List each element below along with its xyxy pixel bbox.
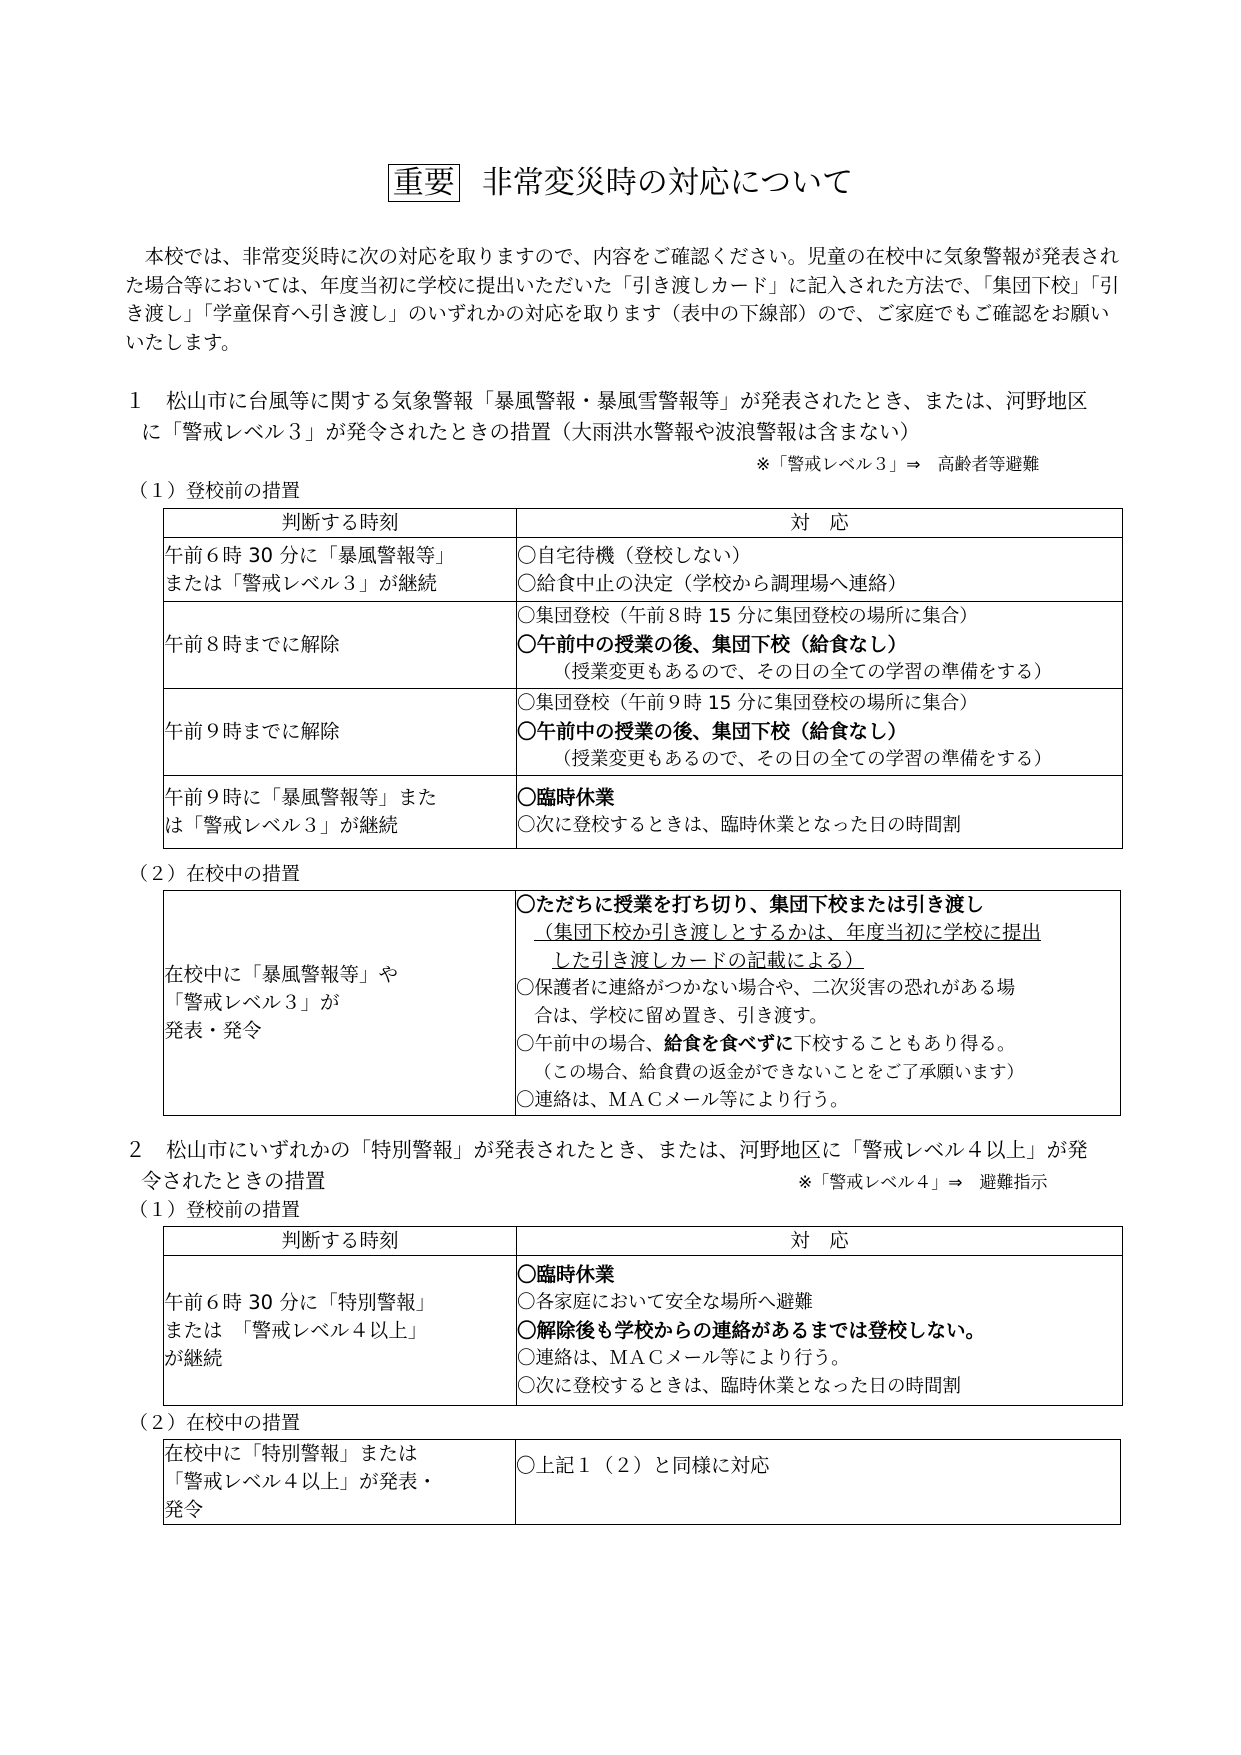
response-cell	[517, 689, 1123, 776]
response-line: 〇保護者に連絡がつかない場合や、二次災害の恐れがある場	[516, 978, 1016, 999]
time-cell	[164, 689, 517, 776]
header-response: 対 応	[517, 1227, 1123, 1256]
time-cell	[164, 891, 516, 1116]
section2-heading-line2: 令されたときの措置	[141, 1169, 326, 1193]
section2-sub2: （２）在校中の措置	[129, 1412, 301, 1434]
time-line: 午前９時までに解除	[164, 720, 340, 743]
header-response: 対 応	[517, 509, 1123, 538]
section2-sub1: （１）登校前の措置	[129, 1199, 301, 1221]
table-row	[164, 776, 1123, 849]
table-row	[164, 538, 1123, 602]
intro-text: 本校では、非常変災時に次の対応を取りますので、内容をご確認ください。児童の在校中に気象警報が発表された場合等においては、年度当初に学校に提出いただいた「引き渡しカード」に記入された方法で、「集団下校」「引き渡し」「学童保育へ引き渡し」のいずれかの対応を取ります（表中の下線部）ので、ご家庭でもご確認をお願いいたします。	[125, 245, 1120, 354]
time-line: 発令	[164, 1498, 204, 1521]
section1-table-before-school	[163, 508, 1123, 849]
section2-table-before-school	[163, 1226, 1123, 1406]
response-line: 〇集団登校（午前９時 15 分に集団登校の場所に集合）	[517, 693, 978, 714]
response-line: 〇午前中の授業の後、集団下校（給食なし）	[517, 720, 908, 743]
response-cell	[517, 538, 1123, 602]
response-cell	[516, 891, 1121, 1116]
response-line: 〇集団登校（午前８時 15 分に集団登校の場所に集合）	[517, 606, 978, 627]
title-text: 非常変災時の対応について	[481, 165, 854, 201]
time-line: 午前６時 30 分に「特別警報」	[164, 1290, 436, 1314]
response-line: 〇連絡は、ＭＡＣメール等により行う。	[517, 1347, 850, 1369]
response-line: 〇上記１（２）と同様に対応	[516, 1454, 770, 1477]
section2-table-at-school	[163, 1439, 1121, 1525]
response-line: 〇各家庭において安全な場所へ避難	[517, 1291, 814, 1313]
table-row	[164, 602, 1123, 689]
section1-table-at-school	[163, 890, 1121, 1116]
intro-paragraph	[125, 243, 1125, 357]
response-line	[516, 1031, 1120, 1059]
time-line: は「警戒レベル３」が継続	[164, 814, 399, 837]
time-line: 在校中に「特別警報」または	[164, 1442, 418, 1465]
response-fragment: することもあり得る。	[830, 1034, 1016, 1055]
response-line: （集団下校か引き渡しとするかは、年度当初に学校に提出	[534, 921, 1042, 944]
response-fragment-bold: 給食を食べずに	[664, 1034, 794, 1055]
response-line: （授業変更もあるので、その日の全ての学習の準備をする）	[553, 662, 1053, 683]
section1-sub2: （２）在校中の措置	[129, 863, 301, 885]
important-badge: 重要	[388, 164, 460, 202]
time-line: 午前８時までに解除	[164, 633, 340, 656]
section2-heading-line1: ２ 松山市にいずれかの「特別警報」が発表されたとき、または、河野地区に「警戒レベル４以上」が発	[125, 1138, 1088, 1162]
time-line: または 「警戒レベル４以上」	[164, 1318, 428, 1342]
time-line: 「警戒レベル３」が	[164, 991, 340, 1014]
time-line: 発表・発令	[164, 1019, 262, 1042]
response-line: 〇連絡は、ＭＡＣメール等により行う。	[516, 1090, 849, 1111]
section1-note: ※「警戒レベル３」⇒ 高齢者等避難	[756, 455, 1040, 475]
table-row	[164, 1440, 1121, 1525]
time-line: 午前９時に「暴風警報等」また	[164, 786, 438, 809]
header-time: 判断する時刻	[164, 1227, 517, 1256]
response-line: （この場合、給食費の返金ができないことをご了承願います）	[534, 1063, 1024, 1083]
response-line: 〇自宅待機（登校しない）	[517, 543, 752, 567]
time-cell	[164, 602, 517, 689]
response-line: 〇次に登校するときは、臨時休業となった日の時間割	[517, 1375, 962, 1397]
time-cell	[164, 776, 517, 849]
response-line: 〇解除後も学校からの連絡があるまでは登校しない。	[517, 1318, 986, 1342]
response-line: 〇午前中の授業の後、集団下校（給食なし）	[517, 633, 908, 656]
response-line: 〇次に登校するときは、臨時休業となった日の時間割	[517, 815, 962, 836]
response-cell	[517, 602, 1123, 689]
time-line: または「警戒レベル３」が継続	[164, 571, 438, 595]
section1-heading-line1: １ 松山市に台風等に関する気象警報「暴風警報・暴風雪警報等」が発表されたとき、または、河野地区	[125, 389, 1088, 413]
section1-heading-line2: に「警戒レベル３」が発令されたときの措置（大雨洪水警報や波浪警報は含まない）	[141, 420, 920, 444]
time-cell	[164, 538, 517, 602]
time-line: 「警戒レベル４以上」が発表・	[164, 1470, 438, 1493]
response-line: した引き渡しカードの記載による）	[552, 949, 865, 972]
response-cell	[517, 1256, 1123, 1406]
time-line: 在校中に「暴風警報等」や	[164, 963, 399, 986]
section1-sub1: （１）登校前の措置	[129, 480, 301, 502]
page-title	[0, 163, 1241, 203]
time-cell	[164, 1440, 516, 1525]
section1-heading	[125, 386, 1125, 448]
table-row	[164, 1256, 1123, 1406]
response-fragment: 下校	[793, 1034, 831, 1055]
table-row	[164, 689, 1123, 776]
table-header-row	[164, 509, 1123, 538]
response-cell	[516, 1440, 1121, 1525]
response-line: 〇給食中止の決定（学校から調理場へ連絡）	[517, 571, 908, 595]
response-cell	[517, 776, 1123, 849]
response-line: 〇臨時休業	[517, 1262, 615, 1286]
response-line: （授業変更もあるので、その日の全ての学習の準備をする）	[553, 749, 1053, 770]
response-line: 合は、学校に留め置き、引き渡す。	[534, 1006, 828, 1027]
table-header-row	[164, 1227, 1123, 1256]
section2-note: ※「警戒レベル４」⇒ 避難指示	[798, 1173, 1048, 1193]
time-line: が継続	[164, 1346, 223, 1370]
time-line: 午前６時 30 分に「暴風警報等」	[164, 543, 455, 567]
response-line: 〇臨時休業	[517, 786, 615, 809]
response-fragment: 〇午前中の場合、	[516, 1034, 665, 1055]
time-cell	[164, 1256, 517, 1406]
header-time: 判断する時刻	[164, 509, 517, 538]
table-row	[164, 891, 1121, 1116]
response-line: 〇ただちに授業を打ち切り、集団下校または引き渡し	[516, 893, 985, 916]
